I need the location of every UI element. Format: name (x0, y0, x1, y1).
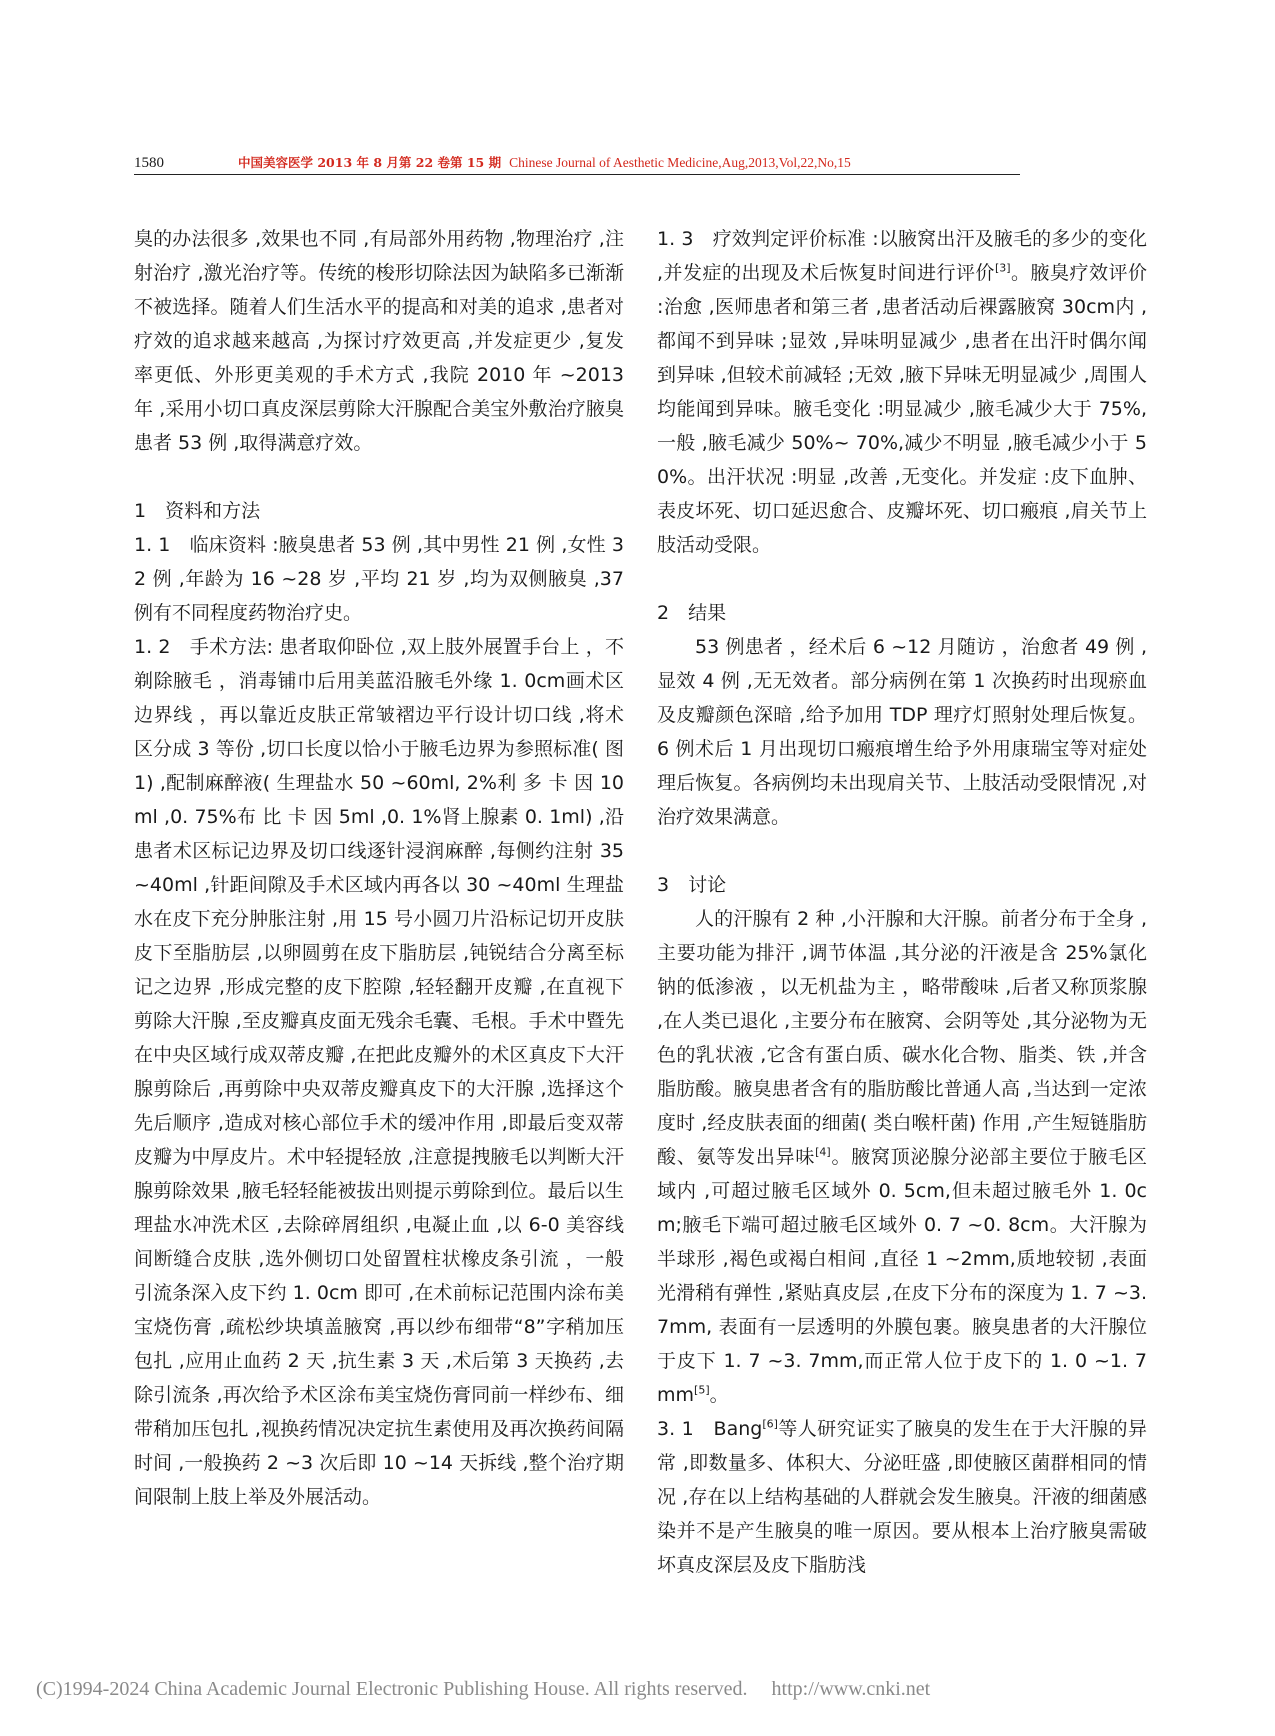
spacer (657, 562, 1147, 596)
running-head (134, 153, 1020, 173)
paragraph-3-1 (657, 1412, 1147, 1582)
paragraph-3 (657, 902, 1147, 1412)
copyright-footer (36, 1678, 1236, 1701)
paragraph-3-text-c: 。 (709, 1384, 729, 1406)
paragraph-3-1-text-a: 3. 1 Bang (657, 1418, 763, 1440)
journal-title-cn: 中国美容医学 2013 年 8 月第 22 卷第 15 期 (238, 155, 502, 170)
spacer (134, 460, 624, 494)
page-number: 1580 (134, 155, 164, 171)
paragraph-1-2: 1. 2 手术方法: 患者取仰卧位 ,双上肢外展置手台上 ，不剃除腋毛 ，消毒铺巾后用美蓝沿腋毛外缘 1. 0cm画术区边界线 ，再以靠近皮肤正常皱褶边平行设计切口线 ,将术区分成 3 等份 ,切口长度以恰小于腋毛边界为参照标准( 图 1) ,配制麻醉液( 生理盐水 50 ~60ml, 2%利 多 卡 因 10ml ,0. 75%布 比 卡 因 5ml ,0. 1%肾上腺素 0. 1ml) ,沿患者术区标记边界及切口线逐针浸润麻醉 ,每侧约注射 35 ~40ml ,针距间隙及手术区域内再各以 30 ~40ml 生理盐水在皮下充分肿胀注射 ,用 15 号小圆刀片沿标记切开皮肤皮下至脂肪层 ,以卵圆剪在皮下脂肪层 ,钝锐结合分离至标记之边界 ,形成完整的皮下腔隙 ,轻轻翻开皮瓣 ,在直视下剪除大汗腺 ,至皮瓣真皮面无残余毛囊、毛根。手术中暨先在中央区域行成双蒂皮瓣 ,在把此皮瓣外的术区真皮下大汗腺剪除后 ,再剪除中央双蒂皮瓣真皮下的大汗腺 ,选择这个先后顺序 ,造成对核心部位手术的缓冲作用 ,即最后变双蒂皮瓣为中厚皮片。术中轻提轻放 ,注意提拽腋毛以判断大汗腺剪除效果 ,腋毛轻轻能被拔出则提示剪除到位。最后以生理盐水冲洗术区 ,去除碎屑组织 ,电凝止血 ,以 6-0 美容线间断缝合皮肤 ,选外侧切口处留置柱状橡皮条引流 ，一般引流条深入皮下约 1. 0cm 即可 ,在术前标记范围内涂布美宝烧伤膏 ,疏松纱块填盖腋窝 ,再以纱布细带“8”字稍加压包扎 ,应用止血药 2 天 ,抗生素 3 天 ,术后第 3 天换药 ,去除引流条 ,再次给予术区涂布美宝烧伤膏同前一样纱布、细带稍加压包扎 ,视换药情况决定抗生素使用及再次换药间隔时间 ,一般换药 2 ~3 次后即 10 ~14 天拆线 ,整个治疗期间限制上肢上举及外展活动。 (134, 636, 624, 1508)
paragraph-1-3 (657, 222, 1147, 562)
spacer (657, 834, 1147, 868)
section-3-heading: 3 讨论 (657, 874, 727, 896)
paragraph-1-1: 1. 1 临床资料 :腋臭患者 53 例 ,其中男性 21 例 ,女性 32 例 ,年龄为 16 ~28 岁 ,平均 21 岁 ,均为双侧腋臭 ,37 例有不同程度药物治疗史。 (134, 534, 624, 624)
footer-url: http://www.cnki.net (771, 1678, 931, 1700)
paragraph-2: 53 例患者 ，经术后 6 ~12 月随访 ，治愈者 49 例 ,显效 4 例 ,无无效者。部分病例在第 1 次换药时出现瘀血及皮瓣颜色深暗 ,给予加用 TDP 理疗灯照射处理后恢复。6 例术后 1 月出现切口瘢痕增生给予外用康瑞宝等对症处理后恢复。各病例均未出现肩关节、上肢活动受限情况 ,对治疗效果满意。 (657, 636, 1147, 828)
citation-5: [5] (694, 1383, 710, 1397)
section-1-heading: 1 资料和方法 (134, 500, 261, 522)
section-2-heading: 2 结果 (657, 602, 727, 624)
paragraph-1-3-text-b: 。腋臭疗效评价 :治愈 ,医师患者和第三者 ,患者活动后裸露腋窝 30cm内 ,都闻不到异味 ;显效 ,异味明显减少 ,患者在出汗时偶尔闻到异味 ,但较术前减轻 ;无效 ,腋下异味无明显减少 ,周围人均能闻到异味。腋毛变化 :明显减少 ,腋毛减少大于 75%,一般 ,腋毛减少 50%~ 70%,减少不明显 ,腋毛减少小于 50%。出汗状况 :明显 ,改善 ,无变化。并发症 :皮下血肿、表皮坏死、切口延迟愈合、皮瓣坏死、切口瘢痕 ,肩关节上肢活动受限。 (657, 262, 1147, 556)
header-rule (134, 174, 1020, 175)
journal-title-en: Chinese Journal of Aesthetic Medicine,Aug,2013,Vol,22,No,15 (509, 155, 851, 170)
copyright-text: (C)1994-2024 China Academic Journal Electronic Publishing House. All rights reserved. (36, 1678, 748, 1700)
citation-3: [3] (994, 261, 1011, 275)
paragraph-3-text-a: 人的汗腺有 2 种 ,小汗腺和大汗腺。前者分布于全身 ,主要功能为排汗 ,调节体温 ,其分泌的汗液是含 25%氯化钠的低渗液 ，以无机盐为主 ，略带酸味 ,后者又称顶浆腺 ,在人类已退化 ,主要分布在腋窝、会阴等处 ,其分泌物为无色的乳状液 ,它含有蛋白质、碳水化合物、脂类、铁 ,并含脂肪酸。腋臭患者含有的脂肪酸比普通人高 ,当达到一定浓度时 ,经皮肤表面的细菌( 类白喉杆菌) 作用 ,产生短链脂肪酸、氨等发出异味 (657, 908, 1147, 1168)
paragraph-3-1-text-b: 等人研究证实了腋臭的发生在于大汗腺的异常 ,即数量多、体积大、分泌旺盛 ,即使腋区菌群相同的情况 ,存在以上结构基础的人群就会发生腋臭。汗液的细菌感染并不是产生腋臭的唯一原因。要从根本上治疗腋臭需破坏真皮深层及皮下脂肪浅 (657, 1418, 1147, 1576)
paragraph-3-text-b: 。腋窝顶泌腺分泌部主要位于腋毛区域内 ,可超过腋毛区域外 0. 5cm,但未超过腋毛外 1. 0cm;腋毛下端可超过腋毛区域外 0. 7 ~0. 8cm。大汗腺为半球形 ,褐色或褐白相间 ,直径 1 ~2mm,质地较韧 ,表面光滑稍有弹性 ,紧贴真皮层 ,在皮下分布的深度为 1. 7 ~3. 7mm, 表面有一层透明的外膜包裹。腋臭患者的大汗腺位于皮下 1. 7 ~3. 7mm,而正常人位于皮下的 1. 0 ~1. 7mm (657, 1146, 1147, 1406)
citation-6: [6] (762, 1417, 778, 1431)
paragraph-1-3-text-a: 1. 3 疗效判定评价标准 :以腋窝出汗及腋毛的多少的变化 ,并发症的出现及术后恢复时间进行评价 (657, 228, 1147, 284)
left-column (134, 222, 624, 1514)
right-column (657, 222, 1147, 1582)
intro-paragraph: 臭的办法很多 ,效果也不同 ,有局部外用药物 ,物理治疗 ,注射治疗 ,激光治疗等。传统的梭形切除法因为缺陷多已渐渐不被选择。随着人们生活水平的提高和对美的追求 ,患者对疗效的追求越来越高 ,为探讨疗效更高 ,并发症更少 ,复发率更低、外形更美观的手术方式 ,我院 2010 年 ~2013 年 ,采用小切口真皮深层剪除大汗腺配合美宝外敷治疗腋臭患者 53 例 ,取得满意疗效。 (134, 228, 624, 454)
citation-4: [4] (815, 1145, 831, 1159)
